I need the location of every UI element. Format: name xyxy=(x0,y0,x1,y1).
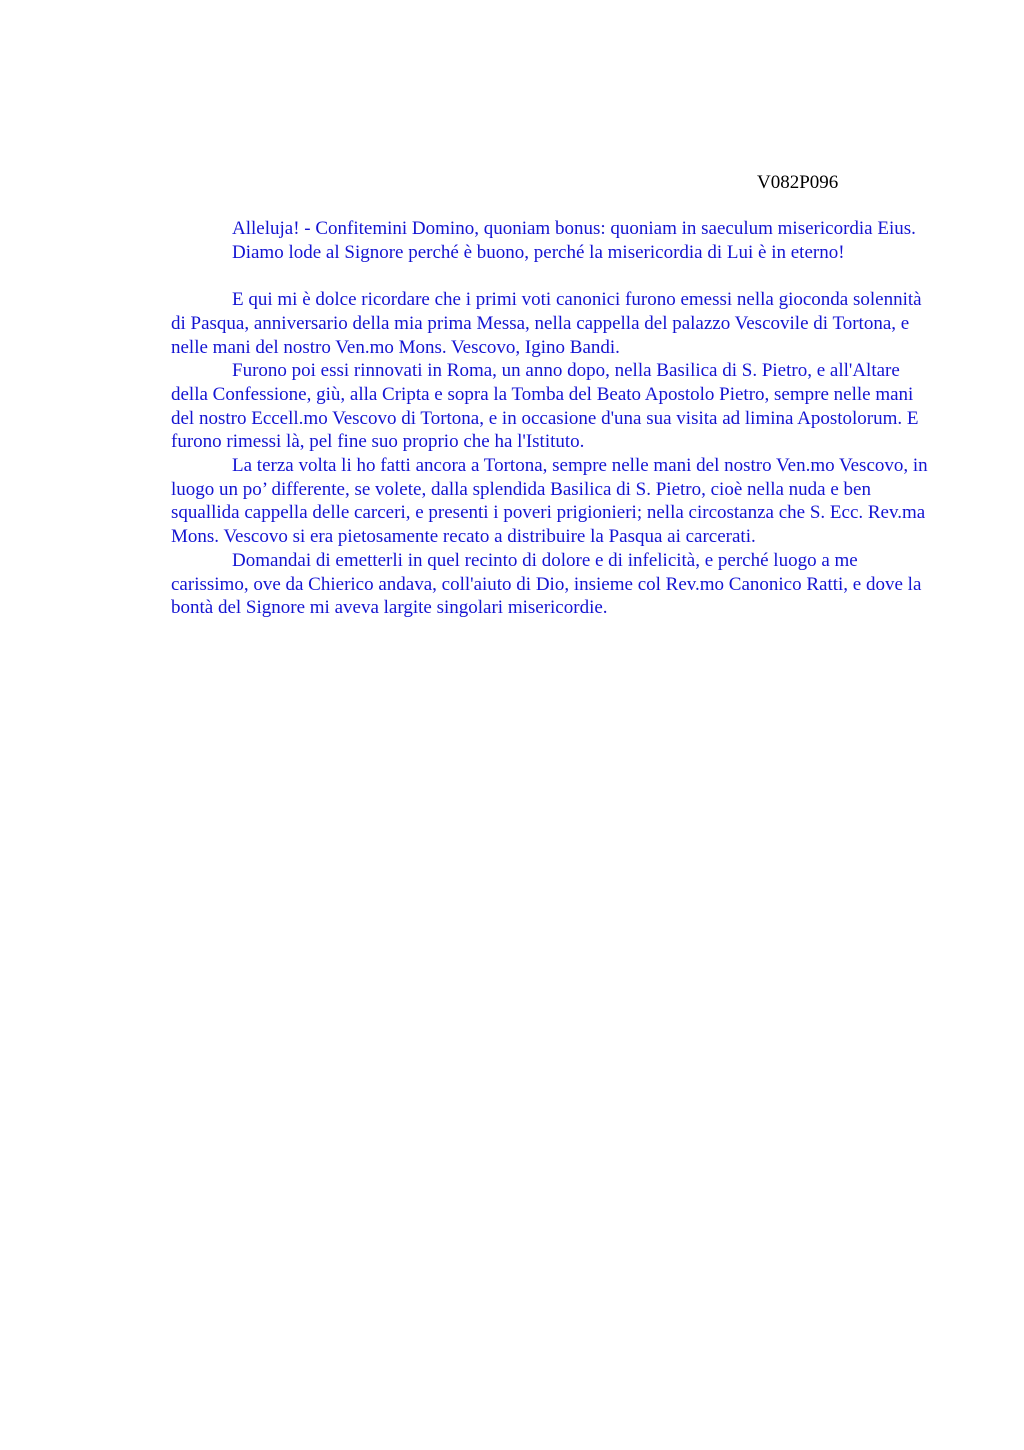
paragraph-first-vows: E qui mi è dolce ricordare che i primi voti canonici furono emessi nella gioconda solennità di Pasqua, anniversario della mia prima Messa, nella cappella del palazzo Vescovile di Tortona, e nelle mani del nostro Ven.mo Mons. Vescovo, Igino Bandi. xyxy=(171,289,922,358)
paragraph-spacer xyxy=(171,264,931,288)
document-body xyxy=(171,217,931,620)
paragraph-third-time: La terza volta li ho fatti ancora a Tortona, sempre nelle mani del nostro Ven.mo Vescovo, in luogo un po’ differente, se volete, dalla splendida Basilica di S. Pietro, cioè nella nuda e ben squallida cappella delle carceri, e presenti i poveri prigionieri; nella circostanza che S. Ecc. Rev.ma Mons. Vescovo si era pietosamente recato a distribuire la Pasqua ai carcerati. xyxy=(171,455,928,548)
page-code: V082P096 xyxy=(757,172,839,193)
paragraph-rome-renewal: Furono poi essi rinnovati in Roma, un anno dopo, nella Basilica di S. Pietro, e all'Altare della Confessione, giù, alla Cripta e sopra la Tomba del Beato Apostolo Pietro, sempre nelle mani del nostro Eccell.mo Vescovo di Tortona, e in occasione d'una sua visita ad limina Apostolorum. E furono rimessi là, pel fine suo proprio che ha l'Istituto. xyxy=(171,360,919,453)
paragraph-translation: Diamo lode al Signore perché è buono, perché la misericordia di Lui è in eterno! xyxy=(232,241,845,263)
paragraph-prison-chapel: Domandai di emetterli in quel recinto di dolore e di infelicità, e perché luogo a me carissimo, ove da Chierico andava, coll'aiuto di Dio, insieme col Rev.mo Canonico Ratti, e dove la bontà del Signore mi aveva largite singolari misericordie. xyxy=(171,549,922,619)
paragraph-latin: Alleluja! - Confitemini Domino, quoniam bonus: quoniam in saeculum misericordia Eius. xyxy=(232,218,916,239)
